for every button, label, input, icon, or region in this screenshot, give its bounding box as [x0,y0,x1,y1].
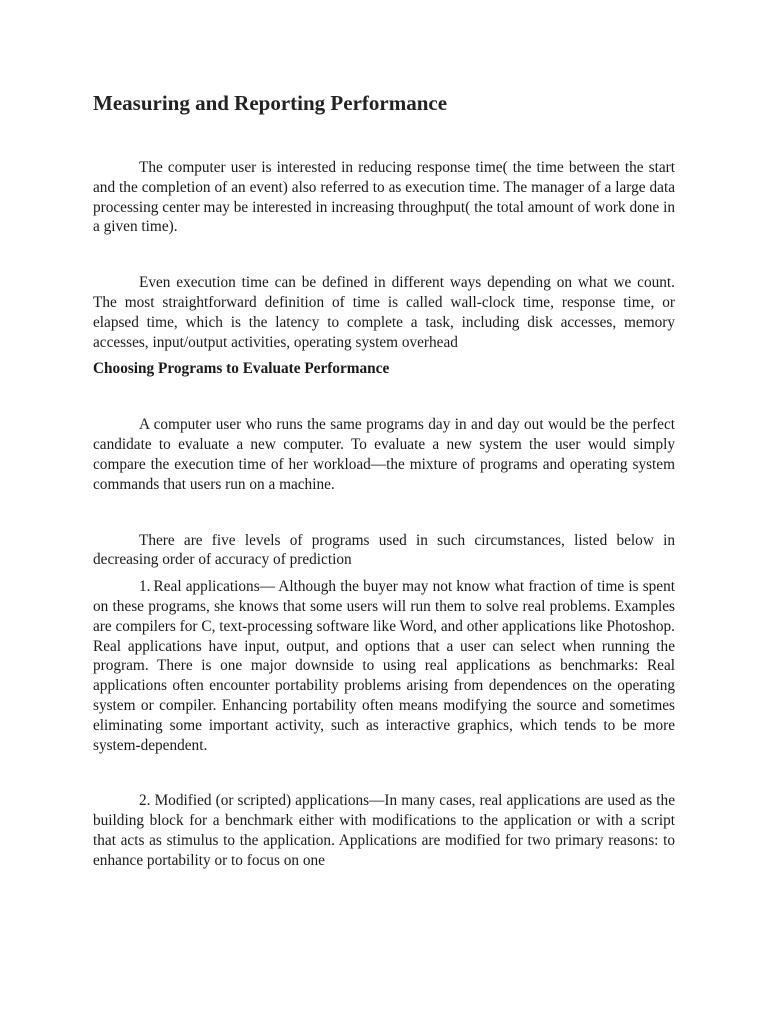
spacer [93,755,675,791]
paragraph-response-time: The computer user is interested in reducing response time( the time between the start and the completion of an event) also referred to as execution time. The manager of a large data processing center may be interested in increasing throughput( the total amount of work done in a given time). [93,159,675,236]
paragraph-five-levels: There are five levels of programs used in such circumstances, listed below in decreasing order of accuracy of prediction [93,531,675,569]
paragraph-workload: A computer user who runs the same programs day in and day out would be the perfect candidate to evaluate a new computer. To evaluate a new system the user would simply compare the execution time of her workload—the mixture of programs and operating system commands that users run on a machine. [93,416,675,493]
spacer [93,352,675,359]
spacer [93,237,675,273]
list-item-modified-applications: 2. Modified (or scripted) applications—In many cases, real applications are used as the building block for a benchmark either with modifications to the application or with a script that acts as stimulus to the application. Applications are modified for two primary reasons: to enhance portability or to focus on one [93,792,675,869]
spacer [93,570,675,577]
document-page [93,88,675,871]
page-title: Measuring and Reporting Performance [93,91,448,115]
spacer [93,379,675,415]
section-heading: Choosing Programs to Evaluate Performance [93,360,390,378]
list-item-real-applications: 1. Real applications— Although the buyer may not know what fraction of time is spent on these programs, she knows that some users will run them to solve real problems. Examples are compilers for C, text-processing software like Word, and other applications like Photoshop. Real applications have input, output, and options that a user can select when running the program. There is one major downside to using real applications as benchmarks: Real applications often encounter portability problems arising from dependences on the operating system or compiler. Enhancing portability often means modifying the source and sometimes eliminating some important activity, such as interactive graphics, which tends to be more system-dependent. [93,578,675,754]
spacer [93,495,675,531]
paragraph-execution-time: Even execution time can be defined in different ways depending on what we count. The most straightforward definition of time is called wall-clock time, response time, or elapsed time, which is the latency to complete a task, including disk accesses, memory accesses, input/output activities, operating system overhead [93,274,675,351]
